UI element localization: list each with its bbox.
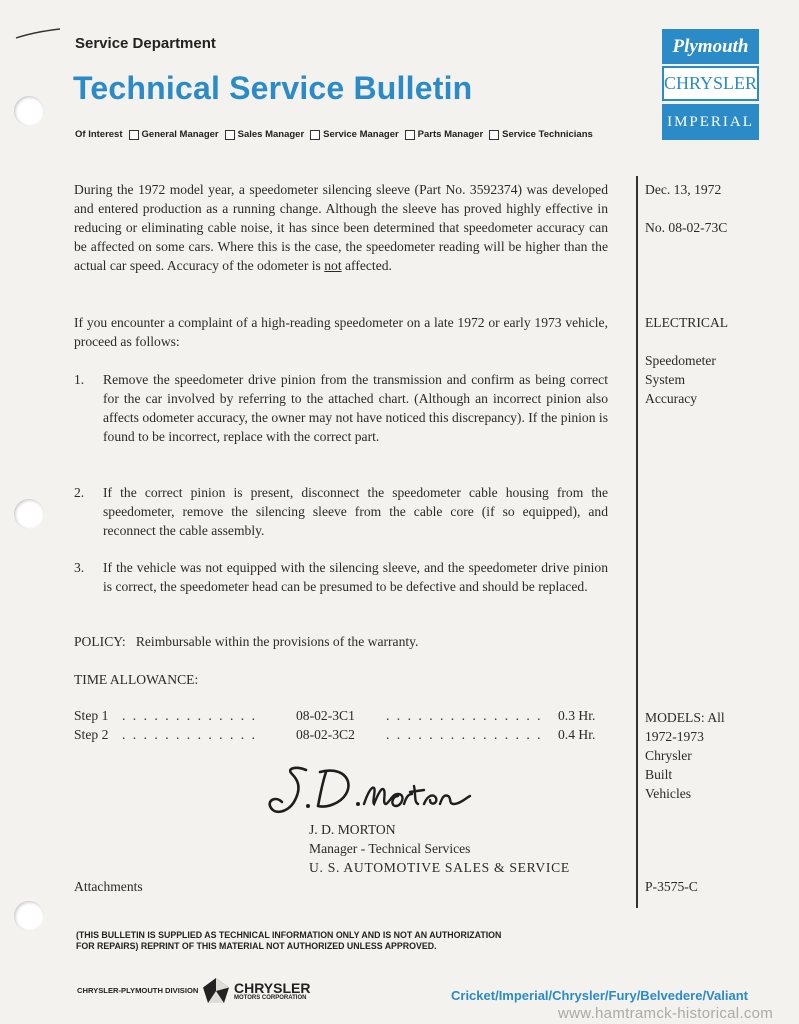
leader-dots: . . . . . . . . . . . . . . . <box>386 708 543 723</box>
division-label: CHRYSLER-PLYMOUTH DIVISION <box>77 986 199 995</box>
subject-line: Speedometer <box>645 353 716 368</box>
checkbox-sales-manager[interactable]: Sales Manager <box>225 129 305 140</box>
models-line: 1972-1973 <box>645 729 704 744</box>
leader-dots: . . . . . . . . . . . . . <box>122 708 257 723</box>
routing-label: Of Interest <box>75 129 123 140</box>
step-1-text: Remove the speedometer drive pinion from the transmission and confirm as being correct for the car involved by referring to the attached chart. (Although an incorrect pinion also affects odometer accuracy, the owner may not have noticed this discrepancy). If the pinion is found to be incorrect, replace with the correct part. <box>103 372 608 444</box>
time-hours: 0.3 Hr. <box>558 708 596 723</box>
step-3-text: If the vehicle was not equipped with the silencing sleeve, and the speedometer drive pinion is correct, the speedometer head can be presumed to be defective and should be replaced. <box>103 560 608 594</box>
checkbox-service-manager[interactable]: Service Manager <box>310 129 399 140</box>
models-line: Vehicles <box>645 786 692 801</box>
step-2-text: If the correct pinion is present, disconnect the speedometer cable housing from the speedometer, remove the silencing sleeve from the cable core (if so equipped), and reconnect the cable assembly. <box>103 485 608 538</box>
time-hours: 0.4 Hr. <box>558 727 596 742</box>
signer-org: U. S. AUTOMOTIVE SALES & SERVICE <box>309 860 570 875</box>
car-lines: Cricket/Imperial/Chrysler/Fury/Belvedere/Valiant <box>451 988 748 1003</box>
imperial-logo: IMPERIAL <box>662 104 759 140</box>
punch-hole-middle <box>14 499 44 529</box>
disclaimer: (THIS BULLETIN IS SUPPLIED AS TECHNICAL INFORMATION ONLY AND IS NOT AN AUTHORIZATION FOR REPAIRS) REPRINT OF THIS MATERIAL NOT AUTHORIZED UNLESS APPROVED. <box>76 930 502 951</box>
corp-name: CHRYSLER <box>234 979 311 996</box>
chrysler-corporation-logo <box>202 977 311 1005</box>
models-line: Built <box>645 767 673 782</box>
checkbox-general-manager[interactable]: General Manager <box>129 129 219 140</box>
column-divider <box>636 176 638 908</box>
step-number: 3. <box>74 560 85 575</box>
chrysler-logo: CHRYSLER <box>662 66 759 101</box>
procedure-intro: If you encounter a complaint of a high-reading speedometer on a late 1972 or early 1973 vehicle, proceed as follows: <box>74 315 608 349</box>
models-line: MODELS: All <box>645 710 725 725</box>
bulletin-date: Dec. 13, 1972 <box>645 182 722 197</box>
time-allowance-label: TIME ALLOWANCE: <box>74 672 199 687</box>
attachments-label: Attachments <box>74 879 143 894</box>
handwritten-signature <box>262 762 477 824</box>
signer-name: J. D. MORTON <box>309 822 396 837</box>
checkbox-service-technicians[interactable]: Service Technicians <box>489 129 593 140</box>
plymouth-logo: Plymouth <box>662 29 759 64</box>
subject-line: Accuracy <box>645 391 698 406</box>
pen-mark <box>14 26 64 42</box>
pentastar-icon <box>202 977 230 1005</box>
leader-dots: . . . . . . . . . . . . . . . <box>386 727 543 742</box>
policy-line: POLICY: Reimbursable within the provisions of the warranty. <box>74 634 419 649</box>
department-label: Service Department <box>75 35 216 52</box>
page-title: Technical Service Bulletin <box>73 70 473 106</box>
time-code: 08-02-3C1 <box>296 708 355 723</box>
models-line: Chrysler <box>645 748 692 763</box>
bulletin-number: No. 08-02-73C <box>645 220 728 235</box>
time-code: 08-02-3C2 <box>296 727 355 742</box>
routing-checkboxes <box>75 129 593 140</box>
bulletin-category: ELECTRICAL <box>645 315 729 330</box>
watermark: www.hamtramck-historical.com <box>558 1005 774 1022</box>
form-number: P-3575-C <box>645 879 698 894</box>
punch-hole-top <box>14 96 44 126</box>
signer-title: Manager - Technical Services <box>309 841 471 856</box>
step-number: 1. <box>74 372 85 387</box>
intro-paragraph: During the 1972 model year, a speedometer silencing sleeve (Part No. 3592374) was developed and entered production as a running change. Although the sleeve has proved highly effective in reducing or eliminating cable noise, it has since been determined that speedometer accuracy can be affected on some cars. Where this is the case, the speedometer reading will be higher than the actual car speed. Accuracy of the odometer is not affected. <box>74 182 608 273</box>
step-number: 2. <box>74 485 85 500</box>
time-step: Step 2 <box>74 727 109 742</box>
leader-dots: . . . . . . . . . . . . . <box>122 727 257 742</box>
checkbox-parts-manager[interactable]: Parts Manager <box>405 129 483 140</box>
subject-line: System <box>645 372 686 387</box>
corp-subtitle: MOTORS CORPORATION <box>234 994 307 1001</box>
punch-hole-bottom <box>14 901 44 931</box>
time-step: Step 1 <box>74 708 109 723</box>
